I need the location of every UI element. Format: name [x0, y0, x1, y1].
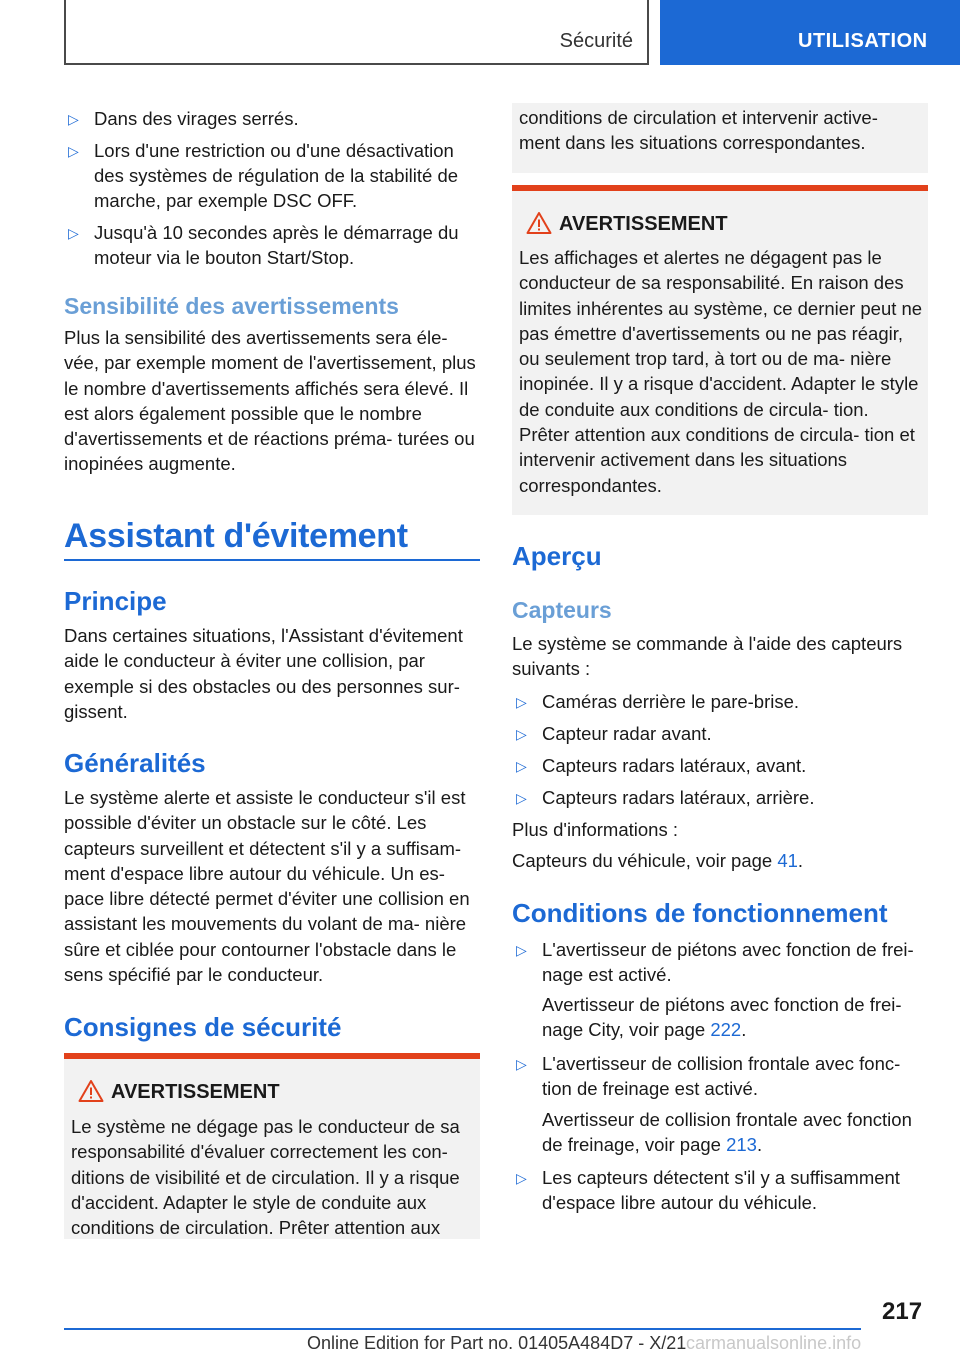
footer-edition: Online Edition for Part no. 01405A484D7 - X/21	[307, 1333, 687, 1353]
triangle-right-icon: ▷	[68, 111, 79, 127]
triangle-right-icon: ▷	[516, 726, 527, 742]
list-item: ▷ Capteurs radars latéraux, avant.	[512, 753, 928, 779]
list-item: ▷ L'avertisseur de collision frontale avec fonc‐ tion de freinage est activé.	[512, 1051, 928, 1101]
section-heading-sensibilite: Sensibilité des avertissements	[64, 293, 399, 319]
warning-text: Les affichages et alertes ne dégagent pas le conducteur de sa responsabilité. En raison des limites inhérentes au système, ce dernier peut ne pas émettre d'avertissements ou ne pas réagir, ou seulement trop tard, à tort ou de ma‐ nière inopinée. Il y a risque d'accident. Adapter le style de conduite aux conditions de circula‐ tion. Prêter attention aux conditions de circula‐ tion et intervenir activement dans les situations correspondantes.	[519, 247, 923, 496]
footer-rule	[64, 1328, 861, 1330]
paragraph-principe: Dans certaines situations, l'Assistant d'évitement aide le conducteur à éviter une collision, par exemple si des obstacles ou des personnes sur‐ gissent.	[64, 625, 463, 722]
section-heading-generalites: Généralités	[64, 748, 206, 778]
list-item: ▷ L'avertisseur de piétons avec fonction de frei‐ nage est activé.	[512, 937, 928, 987]
section-heading-principe: Principe	[64, 586, 167, 616]
chapter-title: Assistant d'évitement	[64, 517, 408, 555]
list-item: ▷ Capteur radar avant.	[512, 721, 928, 747]
warning-bar	[64, 1053, 480, 1059]
page-link-222[interactable]: 222	[710, 1019, 742, 1041]
list-item: ▷ Jusqu'à 10 secondes après le démarrage du moteur via le bouton Start/Stop.	[64, 220, 480, 270]
header-chapter-tab: UTILISATION	[660, 0, 960, 65]
warning-title: AVERTISSEMENT	[559, 213, 728, 235]
list-item: ▷ Les capteurs détectent s'il y a suffisamment d'espace libre autour du véhicule.	[512, 1165, 928, 1215]
warning-box-continued	[512, 103, 928, 173]
warning-triangle-icon	[526, 211, 552, 235]
list-item: ▷ Dans des virages serrés.	[64, 106, 480, 132]
triangle-right-icon: ▷	[516, 758, 527, 774]
triangle-right-icon: ▷	[516, 790, 527, 806]
warning-box	[512, 185, 928, 515]
section-heading-consignes: Consignes de sécurité	[64, 1012, 342, 1042]
warning-text: Le système ne dégage pas le conducteur de sa responsabilité d'évaluer correctement les con‐ ditions de visibilité et de circulation. Il y a risque d'accident. Adapter le style de conduite aux conditions de circulation. Prêter attention aux	[71, 1116, 460, 1239]
warning-title: AVERTISSEMENT	[111, 1081, 280, 1103]
chapter-title-rule	[64, 559, 480, 561]
paragraph-plus-info: Plus d'informations :	[512, 819, 678, 840]
triangle-right-icon: ▷	[516, 1170, 527, 1186]
warning-text-continued: conditions de circulation et intervenir active‐ ment dans les situations correspondantes.	[519, 107, 878, 154]
page-number: 217	[882, 1298, 923, 1325]
list-item: ▷ Caméras derrière le pare-brise.	[512, 689, 928, 715]
page-link-41[interactable]: 41	[777, 850, 798, 871]
section-heading-capteurs: Capteurs	[512, 597, 612, 623]
watermark-logo: carmanualsonline.info	[686, 1333, 862, 1353]
list-item: ▷ Lors d'une restriction ou d'une désactivation des systèmes de régulation de la stabilité de marche, par exemple DSC OFF.	[64, 138, 480, 213]
warning-box	[64, 1053, 480, 1239]
cross-reference-capteurs: Capteurs du véhicule, voir page 41.	[512, 850, 804, 871]
warning-bar	[512, 185, 928, 191]
list-item: ▷ Capteurs radars latéraux, arrière.	[512, 785, 928, 811]
triangle-right-icon: ▷	[516, 694, 527, 710]
cross-reference-collision: Avertisseur de collision frontale avec fonction de freinage, voir page 213.	[542, 1109, 912, 1156]
triangle-right-icon: ▷	[516, 942, 527, 958]
triangle-right-icon: ▷	[68, 225, 79, 241]
header-box	[64, 0, 649, 65]
cross-reference-pietons: Avertisseur de piétons avec fonction de frei‐ nage City, voir page 222.	[542, 994, 902, 1041]
paragraph-capteurs-intro: Le système se commande à l'aide des capteurs suivants :	[512, 633, 903, 680]
section-heading-conditions: Conditions de fonctionnement	[512, 898, 888, 928]
page-link-213[interactable]: 213	[726, 1134, 757, 1156]
paragraph-generalites: Le système alerte et assiste le conducteur s'il est possible d'éviter un obstacle sur le côté. Les capteurs surveillent et détectent s'il y a suffisam‐ ment d'espace libre autour du véhicule. Un es‐ pace libre détecté permet d'éviter une collision en assistant les mouvements du volant de ma‐ nière sûre et ciblée pour contourner l'obstacle dans le sens spécifié par le conducteur.	[64, 787, 470, 986]
header-section-title: Sécurité	[559, 30, 633, 52]
paragraph-sensibilite: Plus la sensibilité des avertissements sera éle‐ vée, par exemple moment de l'avertissement, plus le nombre d'avertissements affichés sera élevé. Il est alors également possible que le nombre d'avertissements et de réactions préma‐ turées ou inopinées augmente.	[64, 327, 476, 475]
warning-triangle-icon	[78, 1079, 104, 1103]
triangle-right-icon: ▷	[68, 143, 79, 159]
section-heading-apercu: Aperçu	[512, 541, 602, 571]
triangle-right-icon: ▷	[516, 1056, 527, 1072]
